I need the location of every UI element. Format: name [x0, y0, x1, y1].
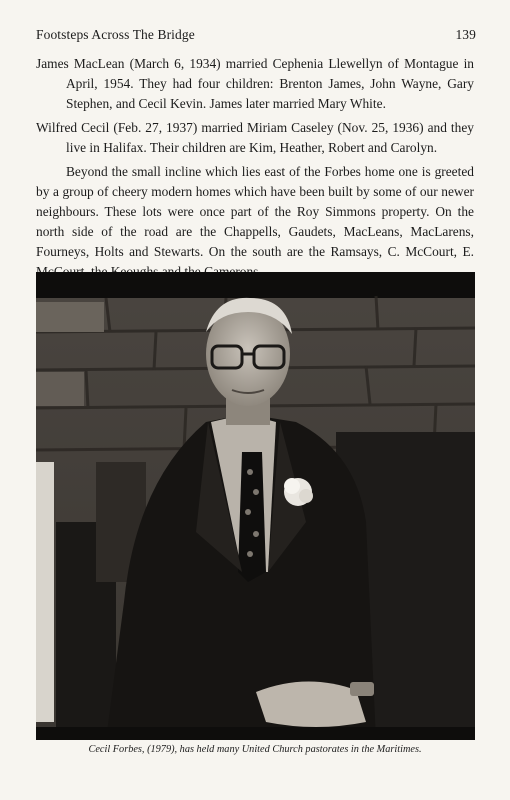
neighbourhood-paragraph: Beyond the small incline which lies east of the Forbes home one is greeted by a group of cheery modern homes which have been built by some of our newer neighbours. These lots were once part of the Roy Simmons property. On the north side of the road are the Chappells, Gaudets, MacLeans, MacLarens, Fourneys, Holts and Stewarts. On the south are the Ramsays, C. McCourt, E.: [36, 164, 474, 259]
genealogy-entry-james: James MacLean (March 6, 1934) married Cephenia Llewellyn of Montague in April, 1954. They had four children: Brenton James, John Wayne, Gary Stephen, and Cecil Kevin. James later married Mary White.: [36, 56, 474, 111]
portrait-illustration: [36, 272, 475, 740]
book-title: Footsteps Across The Bridge: [36, 27, 195, 42]
body-text: [36, 54, 474, 282]
running-header: [36, 27, 476, 43]
page-number: 139: [455, 27, 476, 42]
portrait-photo: [36, 272, 475, 740]
photo-caption: Cecil Forbes, (1979), has held many United Church pastorates in the Maritimes.: [88, 744, 422, 755]
genealogy-entry-wilfred: Wilfred Cecil (Feb. 27, 1937) married Miriam Caseley (Nov. 25, 1936) and they live in Halifax. Their children are Kim, Heather, Robert and Carolyn.: [36, 120, 474, 155]
